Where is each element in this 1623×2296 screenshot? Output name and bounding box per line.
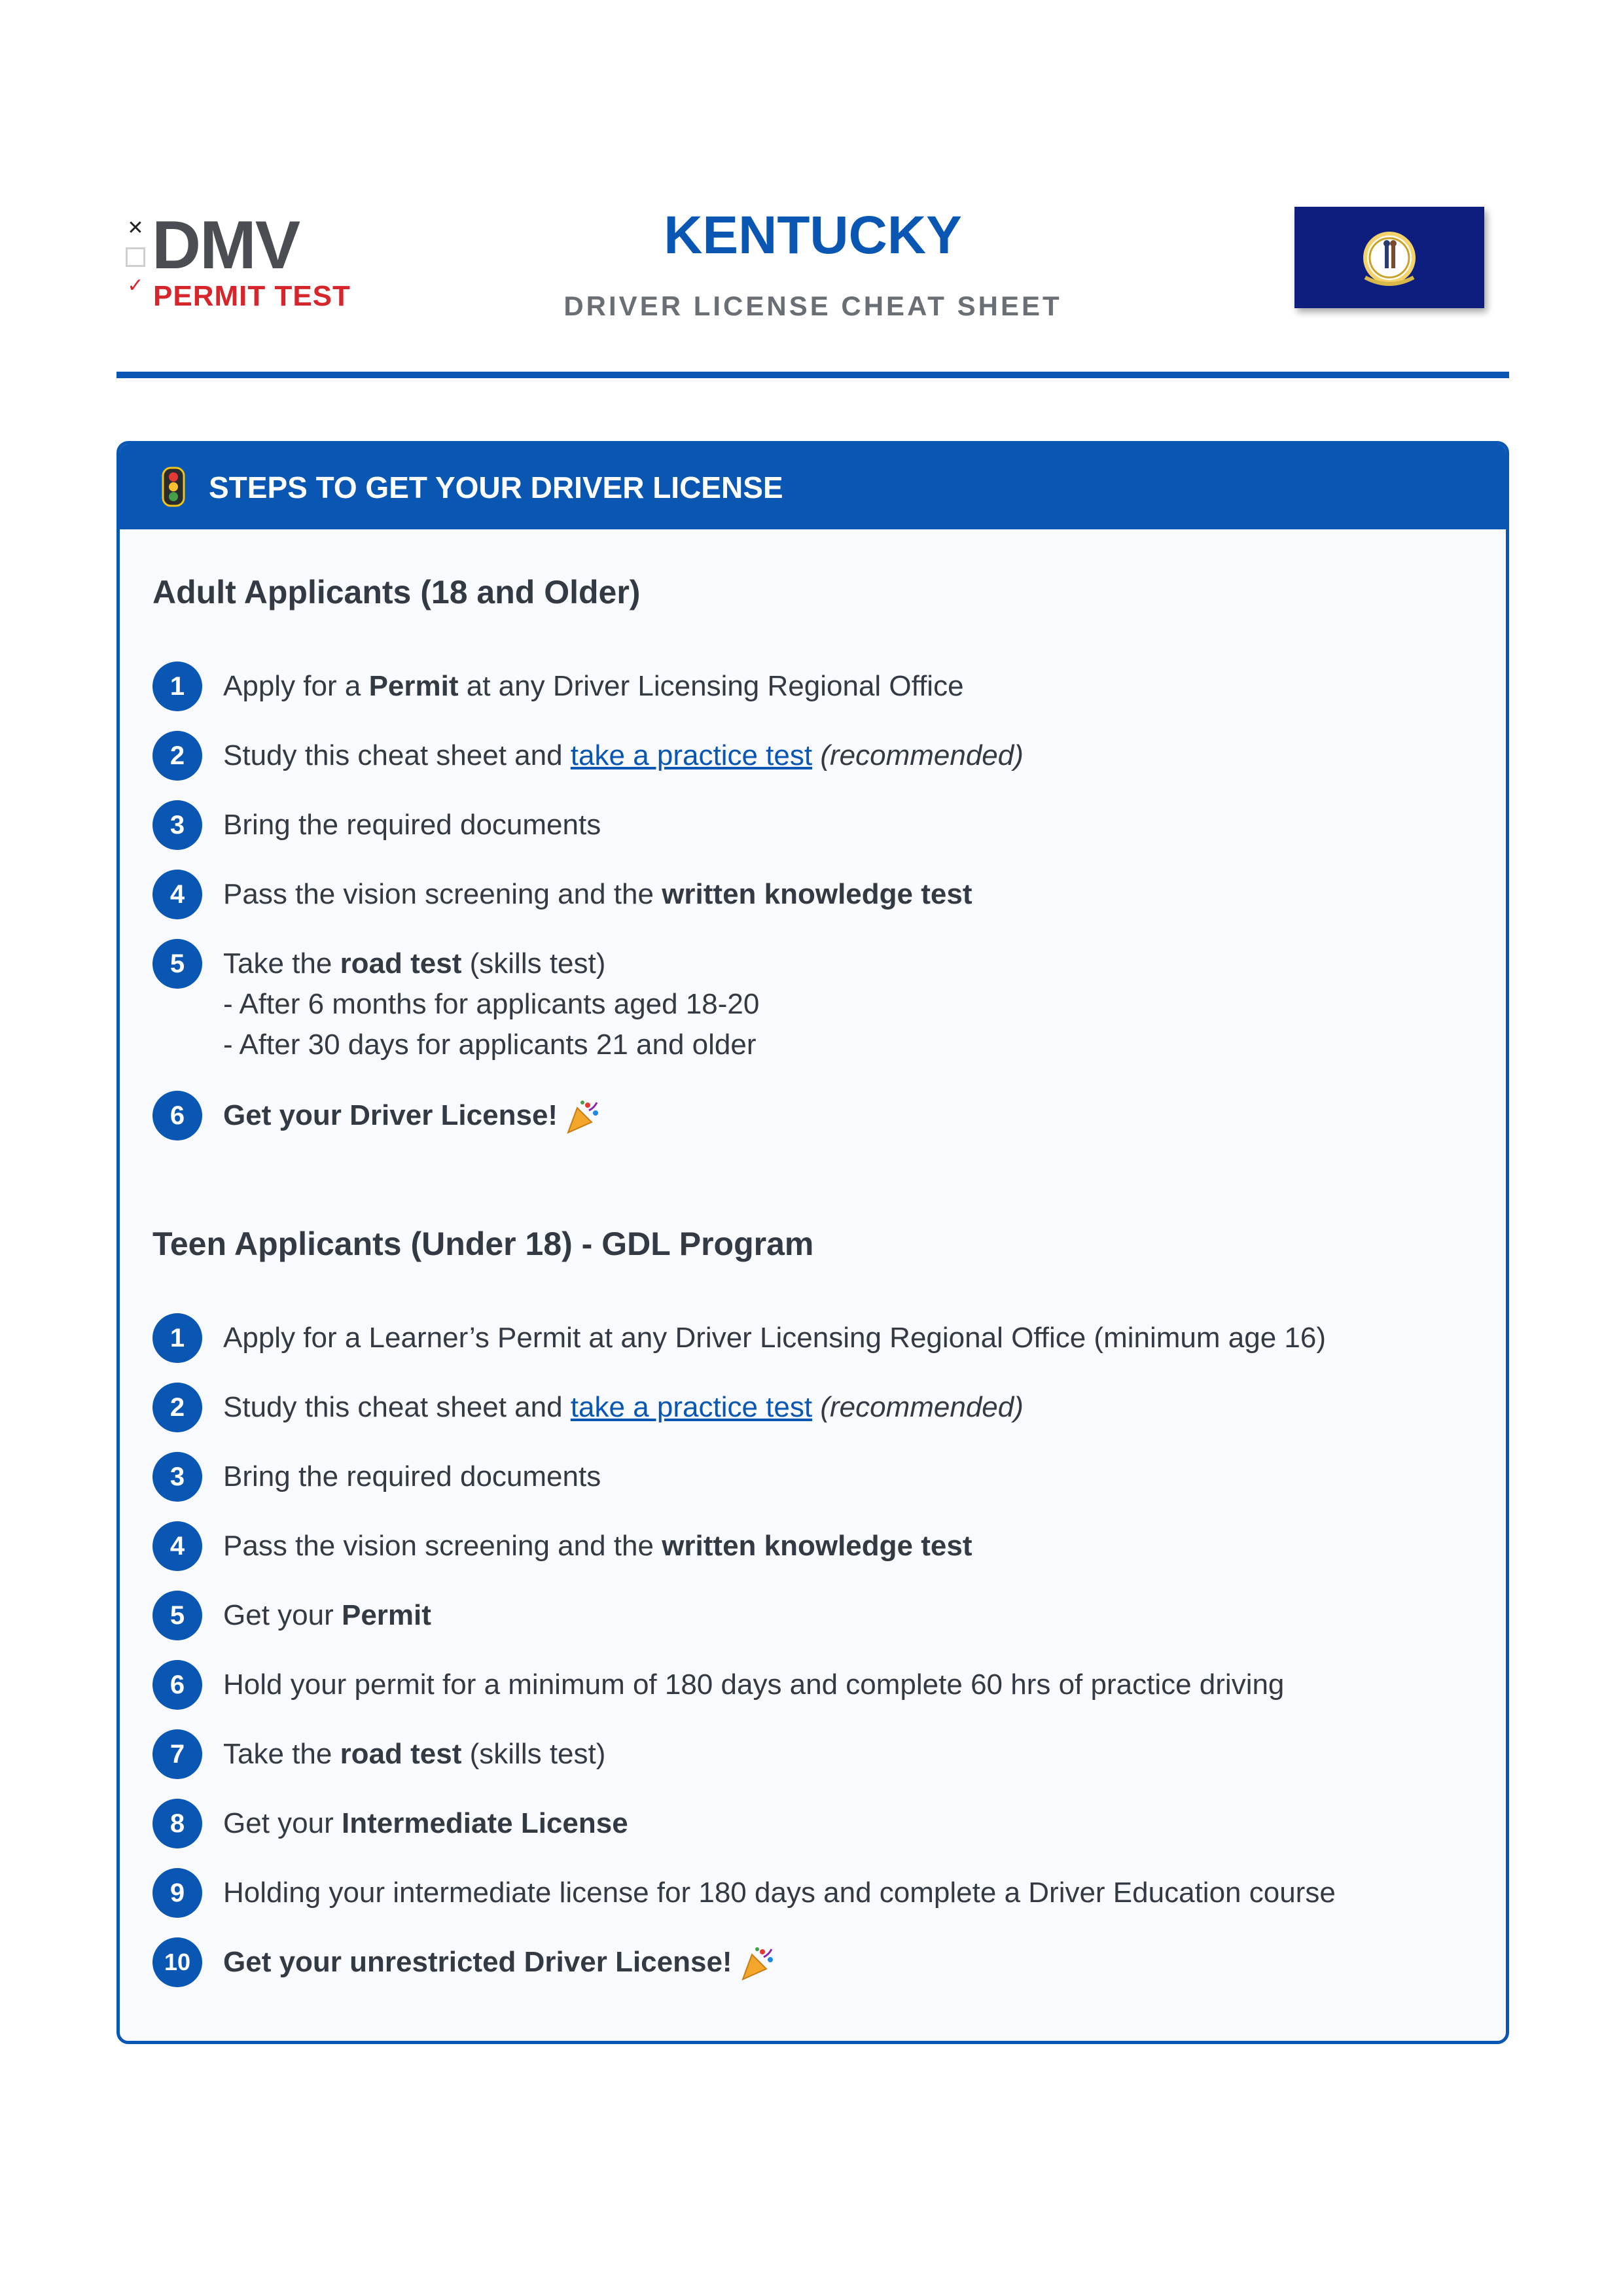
step-number-badge: 6 <box>152 1091 202 1140</box>
step-number-badge: 1 <box>152 662 202 711</box>
step-text: Get your Intermediate License <box>223 1807 628 1839</box>
step-number-badge: 2 <box>152 1383 202 1432</box>
step-subline: - After 6 months for applicants aged 18-20 <box>223 988 760 1020</box>
step-text: Apply for a Permit at any Driver Licensing Regional Office <box>223 670 964 702</box>
card-title: STEPS TO GET YOUR DRIVER LICENSE <box>209 470 783 504</box>
step-number-badge: 1 <box>152 1313 202 1363</box>
traffic-light-icon <box>162 467 185 507</box>
kentucky-flag-image <box>1294 207 1484 308</box>
party-popper-icon <box>564 1099 601 1135</box>
step-text: Get your Driver License! <box>223 1095 601 1136</box>
step-number-badge: 10 <box>152 1937 202 1987</box>
step-number-badge: 5 <box>152 1591 202 1640</box>
header-divider <box>116 372 1509 378</box>
step-number-badge: 9 <box>152 1868 202 1918</box>
step-text: Pass the vision screening and the written knowledge test <box>223 1530 972 1562</box>
step-number-badge: 2 <box>152 731 202 781</box>
logo-subtext: PERMIT TEST <box>153 280 351 312</box>
steps-card <box>116 441 1509 2044</box>
step-text: Get your Permit <box>223 1599 431 1631</box>
step-text: Bring the required documents <box>223 1460 601 1492</box>
step-text: Holding your intermediate license for 180 days and complete a Driver Education course <box>223 1877 1336 1909</box>
party-popper-icon <box>739 1945 776 1982</box>
page-subtitle: DRIVER LICENSE CHEAT SHEET <box>563 291 1062 321</box>
step-text: Hold your permit for a minimum of 180 days and complete 60 hrs of practice driving <box>223 1669 1285 1701</box>
step-subline: - After 30 days for applicants 21 and older <box>223 1029 757 1061</box>
step-number-badge: 8 <box>152 1799 202 1848</box>
teen-section-title: Teen Applicants (Under 18) - GDL Program <box>152 1226 814 1262</box>
adult-section-title: Adult Applicants (18 and Older) <box>152 574 641 610</box>
state-title: KENTUCKY <box>664 205 962 265</box>
step-text: Apply for a Learner’s Permit at any Driver Licensing Regional Office (minimum age 16) <box>223 1322 1326 1354</box>
step-number-badge: 6 <box>152 1660 202 1710</box>
step-text: Bring the required documents <box>223 809 601 841</box>
step-number-badge: 5 <box>152 939 202 989</box>
step-number-badge: 4 <box>152 870 202 919</box>
state-seal-icon <box>1294 207 1484 308</box>
step-text: Take the road test (skills test) - After 6 months for applicants aged 18-20 - After 30 days for applicants 21 and older <box>223 944 759 1065</box>
practice-test-link[interactable]: take a practice test <box>570 739 813 771</box>
step-text: Get your unrestricted Driver License! <box>223 1942 776 1983</box>
page-header <box>116 190 1509 380</box>
step-number-badge: 7 <box>152 1729 202 1779</box>
step-number-badge: 3 <box>152 800 202 850</box>
checkmark-icon: ✓ <box>127 275 144 296</box>
logo-brand-text: DMV <box>152 207 300 283</box>
x-checkbox-icon: ✕ <box>127 217 144 239</box>
practice-test-link[interactable]: take a practice test <box>570 1391 813 1423</box>
step-number-badge: 3 <box>152 1452 202 1502</box>
step-text: Study this cheat sheet and take a practice test (recommended) <box>223 739 1024 771</box>
step-text: Study this cheat sheet and take a practice test (recommended) <box>223 1391 1024 1423</box>
card-header <box>120 444 1506 529</box>
step-text: Pass the vision screening and the written knowledge test <box>223 878 972 910</box>
step-number-badge: 4 <box>152 1521 202 1571</box>
step-text: Take the road test (skills test) <box>223 1738 606 1770</box>
